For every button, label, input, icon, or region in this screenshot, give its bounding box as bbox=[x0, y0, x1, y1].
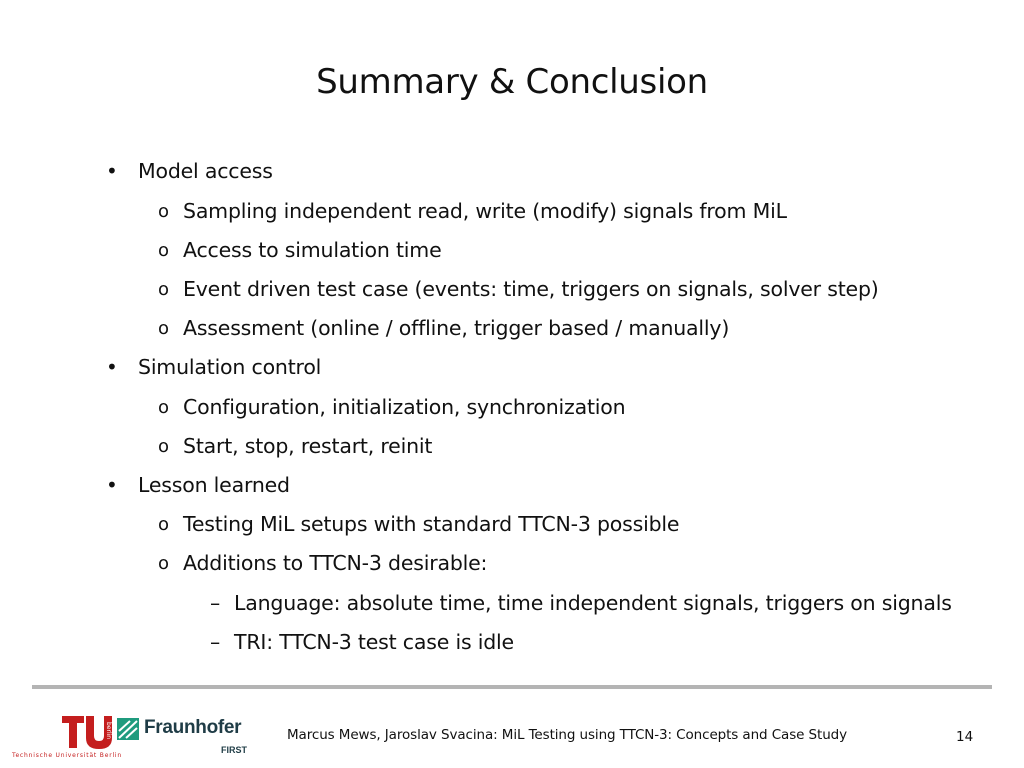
fraunhofer-leaf-icon bbox=[117, 718, 139, 740]
tu-berlin-logo-icon bbox=[62, 714, 112, 750]
bullet-text: Additions to TTCN-3 desirable: bbox=[183, 551, 488, 575]
bullet-marker: o bbox=[158, 318, 169, 339]
bullet-text: Configuration, initialization, synchronization bbox=[183, 395, 626, 419]
tu-logo-side-text: berlin bbox=[105, 722, 112, 740]
bullet-text: Testing MiL setups with standard TTCN-3 possible bbox=[183, 512, 680, 536]
bullet-item bbox=[106, 354, 322, 380]
bullet-item bbox=[106, 158, 273, 184]
sub-bullet-item bbox=[158, 550, 488, 576]
fraunhofer-name: Fraunhofer bbox=[144, 717, 242, 738]
bullet-marker: o bbox=[158, 514, 169, 535]
bullet-text: Model access bbox=[138, 159, 273, 183]
bullet-marker: o bbox=[158, 279, 169, 300]
sub-bullet-item bbox=[158, 315, 730, 341]
bullet-text: Start, stop, restart, reinit bbox=[183, 434, 433, 458]
bullet-text: Event driven test case (events: time, triggers on signals, solver step) bbox=[183, 277, 879, 301]
bullet-marker: • bbox=[106, 473, 118, 497]
slide-title: Summary & Conclusion bbox=[316, 62, 708, 102]
footer-divider bbox=[32, 685, 992, 689]
bullet-marker: • bbox=[106, 355, 118, 379]
bullet-marker: o bbox=[158, 201, 169, 222]
bullet-text: Sampling independent read, write (modify) signals from MiL bbox=[183, 199, 787, 223]
sub-bullet-item bbox=[158, 237, 442, 263]
bullet-text: Access to simulation time bbox=[183, 238, 442, 262]
bullet-text: TRI: TTCN-3 test case is idle bbox=[234, 630, 514, 654]
bullet-marker: o bbox=[158, 553, 169, 574]
bullet-item bbox=[106, 472, 290, 498]
sub-bullet-item bbox=[158, 276, 879, 302]
bullet-marker: o bbox=[158, 436, 169, 457]
sub-sub-bullet-item bbox=[210, 629, 514, 655]
bullet-text: Assessment (online / offline, trigger based / manually) bbox=[183, 316, 730, 340]
sub-bullet-item bbox=[158, 394, 626, 420]
page-number: 14 bbox=[956, 729, 974, 745]
bullet-marker: – bbox=[210, 591, 221, 615]
bullet-marker: • bbox=[106, 159, 118, 183]
sub-bullet-item bbox=[158, 198, 787, 224]
bullet-marker: o bbox=[158, 397, 169, 418]
bullet-text: Simulation control bbox=[138, 355, 322, 379]
sub-bullet-item bbox=[158, 433, 433, 459]
sub-bullet-item bbox=[158, 511, 680, 537]
bullet-text: Language: absolute time, time independent signals, triggers on signals bbox=[234, 591, 952, 615]
bullet-marker: o bbox=[158, 240, 169, 261]
footer-citation: Marcus Mews, Jaroslav Svacina: MiL Testing using TTCN-3: Concepts and Case Study bbox=[287, 727, 848, 743]
tu-berlin-logo bbox=[12, 714, 122, 760]
bullet-marker: – bbox=[210, 630, 221, 654]
sub-sub-bullet-item bbox=[210, 590, 952, 616]
fraunhofer-logo bbox=[117, 718, 257, 760]
tu-logo-caption: Technische Universität Berlin bbox=[12, 752, 122, 759]
fraunhofer-institute: FIRST bbox=[221, 745, 247, 755]
bullet-text: Lesson learned bbox=[138, 473, 290, 497]
